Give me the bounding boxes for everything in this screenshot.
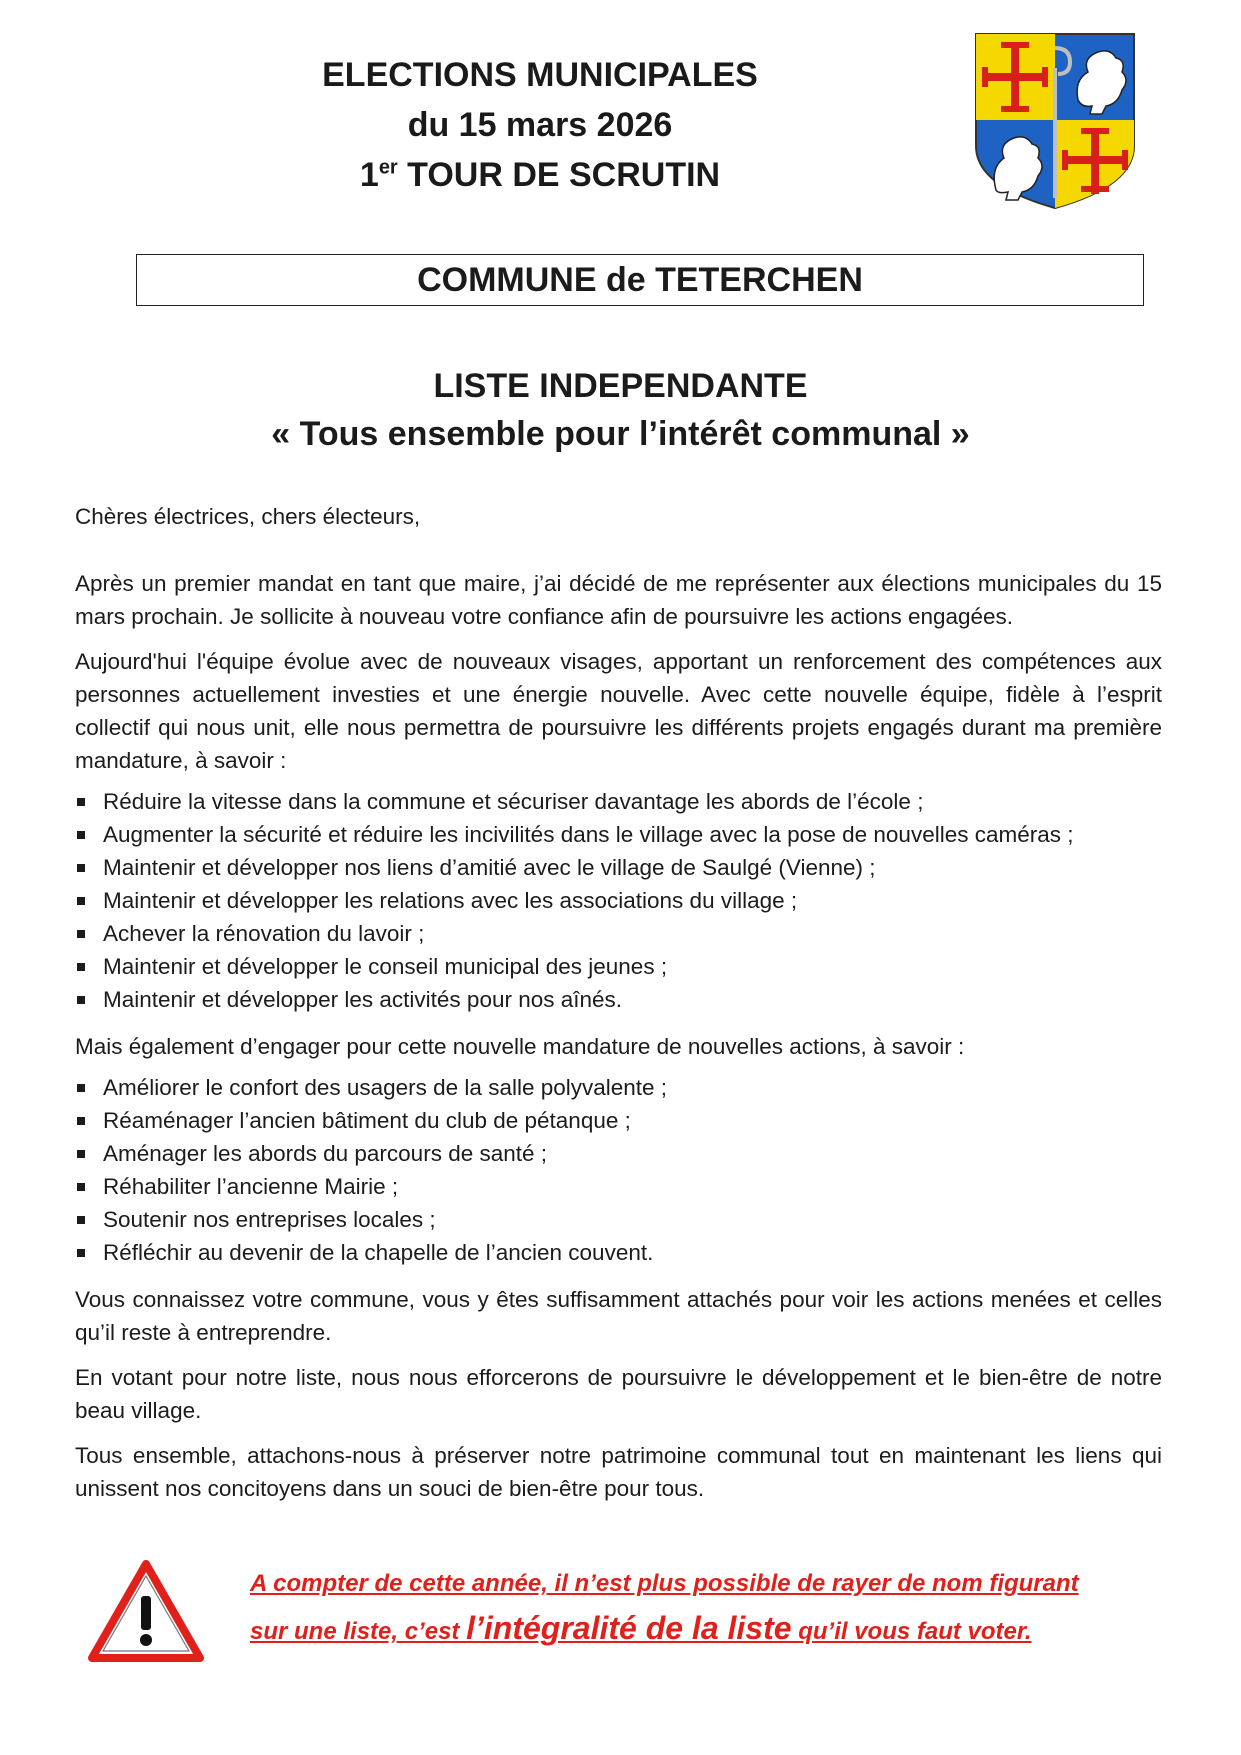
paragraph-vote: En votant pour notre liste, nous nous efforcerons de poursuivre le développement et le bien-être de notre beau village. <box>75 1365 1162 1423</box>
warning-line-1: A compter de cette année, il n’est plus possible de rayer de nom figurant <box>250 1570 1079 1597</box>
list-title: LISTE INDEPENDANTE <box>433 367 808 405</box>
list-item: Aménager les abords du parcours de santé ; <box>75 1137 1162 1170</box>
header-round: 1er TOUR DE SCRUTIN <box>359 156 721 194</box>
greeting: Chères électrices, chers électeurs, <box>75 504 421 529</box>
new-actions-list <box>75 1071 1162 1269</box>
coat-of-arms-icon <box>970 28 1140 213</box>
list-item: Réhabiliter l’ancienne Mairie ; <box>75 1170 1162 1203</box>
paragraph-together: Tous ensemble, attachons-nous à préserver notre patrimoine communal tout en maintenant les liens qui unissent nos concitoyens dans un souci de bien-être pour tous. <box>75 1443 1162 1501</box>
warning-triangle-icon <box>88 1560 204 1664</box>
list-item: Maintenir et développer les activités pour nos aînés. <box>75 983 1162 1016</box>
list-item: Maintenir et développer le conseil municipal des jeunes ; <box>75 950 1162 983</box>
paragraph-new-actions: Mais également d’engager pour cette nouvelle mandature de nouvelles actions, à savoir : <box>75 1034 965 1059</box>
list-item: Améliorer le confort des usagers de la salle polyvalente ; <box>75 1071 1162 1104</box>
paragraph-intro: Après un premier mandat en tant que maire, j’ai décidé de me représenter aux élections municipales du 15 mars prochain. Je sollicite à nouveau votre confiance afin de poursuivre les actions engagées. <box>75 571 1162 629</box>
list-item: Soutenir nos entreprises locales ; <box>75 1203 1162 1236</box>
paragraph-team: Aujourd'hui l'équipe évolue avec de nouveaux visages, apportant un renforcement des compétences aux personnes actuellement investies et une énergie nouvelle. Avec cette nouvelle équipe, fidèle à l’esprit collectif qui nous unit, elle nous permettra de poursuivre les différents projets engagés durant ma première mandature, à savoir : <box>75 649 1162 773</box>
list-item: Achever la rénovation du lavoir ; <box>75 917 1162 950</box>
list-item: Augmenter la sécurité et réduire les incivilités dans le village avec la pose de nouvelles caméras ; <box>75 818 1162 851</box>
list-item: Réaménager l’ancien bâtiment du club de pétanque ; <box>75 1104 1162 1137</box>
warning-line-2: sur une liste, c’est l’intégralité de la liste qu’il vous faut voter. <box>250 1610 1032 1646</box>
warning-text <box>250 1562 1150 1654</box>
list-item: Réfléchir au devenir de la chapelle de l’ancien couvent. <box>75 1236 1162 1269</box>
header-title: ELECTIONS MUNICIPALES <box>322 56 758 94</box>
list-item: Maintenir et développer les relations avec les associations du village ; <box>75 884 1162 917</box>
election-header <box>240 50 840 200</box>
list-item: Maintenir et développer nos liens d’amitié avec le village de Saulgé (Vienne) ; <box>75 851 1162 884</box>
header-date: du 15 mars 2026 <box>407 106 673 144</box>
list-slogan: « Tous ensemble pour l’intérêt communal » <box>271 415 970 453</box>
paragraph-commune: Vous connaissez votre commune, vous y êtes suffisamment attachés pour voir les actions menées et celles qu’il reste à entreprendre. <box>75 1287 1162 1345</box>
commune-name-box: COMMUNE de TETERCHEN <box>136 254 1144 306</box>
ongoing-projects-list <box>75 785 1162 1016</box>
voting-warning <box>88 1560 1148 1670</box>
list-title-block <box>0 362 1241 458</box>
list-item: Réduire la vitesse dans la commune et sécuriser davantage les abords de l’école ; <box>75 785 1162 818</box>
warning-emphasis: l’intégralité de la liste <box>466 1610 792 1646</box>
letter-body <box>75 500 1162 1517</box>
